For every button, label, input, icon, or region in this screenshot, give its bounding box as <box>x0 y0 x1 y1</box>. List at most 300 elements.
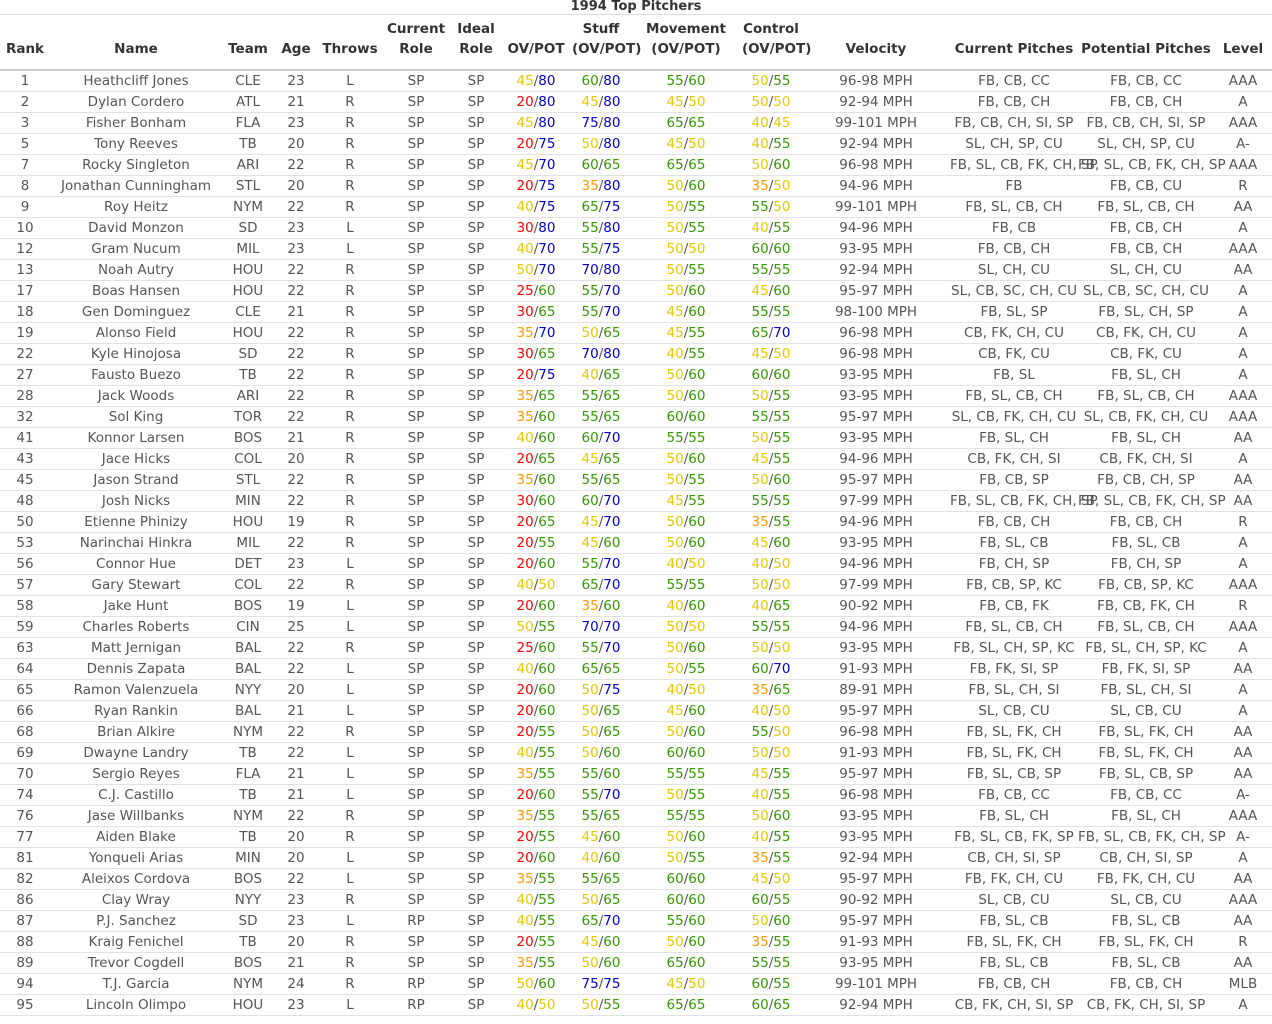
potential-pitches-cell: FB, SL, CB, FK, CH, SP <box>1078 827 1214 848</box>
throws-cell: L <box>318 701 382 722</box>
age-cell: 21 <box>274 92 318 113</box>
stuff-cell: 45/70 <box>570 512 632 533</box>
control-pot: 65 <box>773 682 791 698</box>
current-pitches-cell: SL, CB, FK, CH, CU <box>950 407 1078 428</box>
movement-cell: 55/55 <box>632 428 740 449</box>
header-rank[interactable]: Rank <box>0 15 50 71</box>
stuff-cell: 50/65 <box>570 722 632 743</box>
table-row[interactable] <box>0 638 1272 659</box>
control-pot: 55 <box>773 262 791 278</box>
name-cell: Gen Dominguez <box>50 302 222 323</box>
stuff-ov: 55 <box>581 220 599 236</box>
current-pitches-cell: FB, SL, CH, SP, KC <box>950 638 1078 659</box>
stuff-pot: 60 <box>603 745 621 761</box>
movement-cell: 60/60 <box>632 869 740 890</box>
movement-pot: 50 <box>688 556 706 572</box>
level-cell: A <box>1214 554 1272 575</box>
header-ov-pot[interactable]: OV/POT <box>502 15 570 71</box>
current-pitches-cell: FB, SL, CB <box>950 911 1078 932</box>
control-pot: 50 <box>773 724 791 740</box>
control-ov: 55 <box>751 262 769 278</box>
header-level[interactable]: Level <box>1214 15 1272 71</box>
potential-pitches-cell: CB, FK, CH, SI, SP <box>1078 995 1214 1016</box>
rank-cell: 77 <box>0 827 50 848</box>
ov-pot-cell: 20/55 <box>502 827 570 848</box>
throws-cell: L <box>318 785 382 806</box>
throws-cell: L <box>318 659 382 680</box>
current-role-cell: SP <box>382 197 450 218</box>
throws-cell: R <box>318 533 382 554</box>
ov-pot-ov: 20 <box>516 724 534 740</box>
movement-ov: 65 <box>666 997 684 1013</box>
control-cell: 40/55 <box>740 134 802 155</box>
ov-pot-pot: 55 <box>538 724 556 740</box>
ov-pot-ov: 35 <box>516 766 534 782</box>
age-cell: 22 <box>274 491 318 512</box>
level-cell: A <box>1214 995 1272 1016</box>
current-pitches-cell: FB, CB, CC <box>950 785 1078 806</box>
table-row[interactable] <box>0 701 1272 722</box>
ideal-role-cell: SP <box>450 260 502 281</box>
age-cell: 22 <box>274 323 318 344</box>
table-row[interactable] <box>0 344 1272 365</box>
ov-pot-pot: 80 <box>538 115 556 131</box>
table-row[interactable] <box>0 617 1272 638</box>
stuff-ov: 55 <box>581 556 599 572</box>
control-pot: 55 <box>773 619 791 635</box>
ideal-role-cell: SP <box>450 176 502 197</box>
level-cell: AAA <box>1214 386 1272 407</box>
level-cell: AA <box>1214 659 1272 680</box>
velocity-cell: 92-94 MPH <box>802 92 950 113</box>
age-cell: 22 <box>274 743 318 764</box>
table-row[interactable] <box>0 491 1272 512</box>
movement-pot: 50 <box>688 682 706 698</box>
table-row[interactable] <box>0 722 1272 743</box>
control-cell: 55/50 <box>740 722 802 743</box>
potential-pitches-cell: FB, CB, SP, KC <box>1078 575 1214 596</box>
velocity-cell: 96-98 MPH <box>802 344 950 365</box>
stuff-pot: 60 <box>603 829 621 845</box>
control-cell: 55/55 <box>740 302 802 323</box>
throws-cell: R <box>318 155 382 176</box>
table-row[interactable] <box>0 680 1272 701</box>
name-cell: Narinchai Hinkra <box>50 533 222 554</box>
table-row[interactable] <box>0 92 1272 113</box>
ov-pot-ov: 45 <box>516 157 534 173</box>
control-cell: 50/60 <box>740 470 802 491</box>
table-row[interactable] <box>0 848 1272 869</box>
table-row[interactable] <box>0 890 1272 911</box>
table-row[interactable] <box>0 386 1272 407</box>
control-pot: 55 <box>773 976 791 992</box>
team-cell: BOS <box>222 953 274 974</box>
potential-pitches-cell: CB, FK, CH, SI <box>1078 449 1214 470</box>
current-pitches-cell: FB, CB, CC <box>950 70 1078 92</box>
movement-ov: 45 <box>666 325 684 341</box>
ov-pot-cell: 40/60 <box>502 659 570 680</box>
level-cell: AAA <box>1214 155 1272 176</box>
ov-pot-pot: 70 <box>538 241 556 257</box>
ov-pot-cell: 30/65 <box>502 344 570 365</box>
table-row[interactable] <box>0 764 1272 785</box>
team-cell: HOU <box>222 512 274 533</box>
current-pitches-cell: FB, SL, CB, FK, SP <box>950 827 1078 848</box>
stuff-pot: 60 <box>603 850 621 866</box>
team-cell: NYY <box>222 680 274 701</box>
movement-pot: 60 <box>688 703 706 719</box>
throws-cell: R <box>318 386 382 407</box>
table-row[interactable] <box>0 134 1272 155</box>
table-row[interactable] <box>0 743 1272 764</box>
ov-pot-pot: 70 <box>538 157 556 173</box>
table-row[interactable] <box>0 365 1272 386</box>
movement-ov: 45 <box>666 136 684 152</box>
name-cell: Gram Nucum <box>50 239 222 260</box>
current-role-cell: SP <box>382 155 450 176</box>
control-cell: 50/60 <box>740 806 802 827</box>
stuff-ov: 50 <box>581 325 599 341</box>
control-ov: 60 <box>751 367 769 383</box>
movement-ov: 50 <box>666 829 684 845</box>
level-cell: AAA <box>1214 407 1272 428</box>
control-pot: 55 <box>773 388 791 404</box>
level-cell: A <box>1214 344 1272 365</box>
potential-pitches-cell: FB, SL, CB, CH <box>1078 197 1214 218</box>
current-pitches-cell: FB, SL <box>950 365 1078 386</box>
table-row[interactable] <box>0 176 1272 197</box>
table-row[interactable] <box>0 533 1272 554</box>
throws-cell: L <box>318 554 382 575</box>
movement-ov: 50 <box>666 199 684 215</box>
table-row[interactable] <box>0 554 1272 575</box>
ov-pot-ov: 20 <box>516 829 534 845</box>
name-cell: Sergio Reyes <box>50 764 222 785</box>
rank-cell: 94 <box>0 974 50 995</box>
rank-cell: 56 <box>0 554 50 575</box>
throws-cell: L <box>318 764 382 785</box>
stuff-pot: 70 <box>603 493 621 509</box>
control-cell: 50/50 <box>740 743 802 764</box>
current-role-cell: SP <box>382 386 450 407</box>
stuff-ov: 50 <box>581 703 599 719</box>
stuff-cell: 45/60 <box>570 932 632 953</box>
movement-ov: 40 <box>666 598 684 614</box>
ov-pot-pot: 75 <box>538 199 556 215</box>
age-cell: 23 <box>274 218 318 239</box>
stuff-pot: 75 <box>603 976 621 992</box>
movement-ov: 40 <box>666 556 684 572</box>
ov-pot-pot: 55 <box>538 535 556 551</box>
control-cell: 40/55 <box>740 827 802 848</box>
current-pitches-cell: FB, CB, CH <box>950 974 1078 995</box>
table-row[interactable] <box>0 911 1272 932</box>
age-cell: 23 <box>274 554 318 575</box>
header-team[interactable]: Team <box>222 15 274 71</box>
age-cell: 23 <box>274 70 318 92</box>
level-cell: A <box>1214 533 1272 554</box>
table-row[interactable] <box>0 281 1272 302</box>
table-row[interactable] <box>0 218 1272 239</box>
movement-ov: 50 <box>666 514 684 530</box>
movement-cell: 50/60 <box>632 386 740 407</box>
table-row[interactable] <box>0 113 1272 134</box>
stuff-ov: 60 <box>581 73 599 89</box>
name-cell: Jake Hunt <box>50 596 222 617</box>
potential-pitches-cell: FB, FK, CH, CU <box>1078 869 1214 890</box>
movement-ov: 40 <box>666 346 684 362</box>
name-cell: Rocky Singleton <box>50 155 222 176</box>
header-row <box>0 15 1272 71</box>
name-cell: Dennis Zapata <box>50 659 222 680</box>
table-row[interactable] <box>0 155 1272 176</box>
level-cell: AAA <box>1214 239 1272 260</box>
table-row[interactable] <box>0 659 1272 680</box>
header-movement[interactable]: Movement (OV/POT) <box>632 15 740 71</box>
stuff-pot: 80 <box>603 220 621 236</box>
ov-pot-ov: 40 <box>516 661 534 677</box>
stuff-ov: 45 <box>581 829 599 845</box>
control-pot: 55 <box>773 955 791 971</box>
movement-pot: 60 <box>688 913 706 929</box>
team-cell: HOU <box>222 995 274 1016</box>
current-pitches-cell: FB, CH, SP <box>950 554 1078 575</box>
velocity-cell: 96-98 MPH <box>802 155 950 176</box>
ideal-role-cell: SP <box>450 848 502 869</box>
stuff-pot: 65 <box>603 367 621 383</box>
age-cell: 21 <box>274 953 318 974</box>
control-cell: 50/50 <box>740 575 802 596</box>
ov-pot-pot: 55 <box>538 955 556 971</box>
name-cell: Connor Hue <box>50 554 222 575</box>
rank-cell: 82 <box>0 869 50 890</box>
control-ov: 55 <box>751 304 769 320</box>
table-row[interactable] <box>0 974 1272 995</box>
movement-cell: 50/60 <box>632 365 740 386</box>
movement-pot: 55 <box>688 766 706 782</box>
current-pitches-cell: FB, CB <box>950 218 1078 239</box>
level-cell: A <box>1214 323 1272 344</box>
team-cell: MIN <box>222 491 274 512</box>
team-cell: COL <box>222 575 274 596</box>
stuff-cell: 65/70 <box>570 575 632 596</box>
velocity-cell: 93-95 MPH <box>802 365 950 386</box>
ideal-role-cell: SP <box>450 596 502 617</box>
ideal-role-cell: SP <box>450 92 502 113</box>
control-ov: 40 <box>751 220 769 236</box>
ov-pot-cell: 25/60 <box>502 281 570 302</box>
table-row[interactable] <box>0 806 1272 827</box>
stuff-pot: 65 <box>603 724 621 740</box>
header-name[interactable]: Name <box>50 15 222 71</box>
movement-cell: 60/60 <box>632 407 740 428</box>
team-cell: NYM <box>222 806 274 827</box>
ideal-role-cell: SP <box>450 974 502 995</box>
potential-pitches-cell: CB, CH, SI, SP <box>1078 848 1214 869</box>
level-cell: A <box>1214 218 1272 239</box>
table-row[interactable] <box>0 995 1272 1016</box>
ideal-role-cell: SP <box>450 491 502 512</box>
table-row[interactable] <box>0 596 1272 617</box>
stuff-pot: 60 <box>603 598 621 614</box>
throws-cell: L <box>318 70 382 92</box>
level-cell: AAA <box>1214 575 1272 596</box>
current-pitches-cell: FB, SL, FK, CH <box>950 722 1078 743</box>
ov-pot-cell: 20/65 <box>502 449 570 470</box>
ov-pot-ov: 20 <box>516 178 534 194</box>
ideal-role-cell: SP <box>450 197 502 218</box>
table-row[interactable] <box>0 260 1272 281</box>
table-row[interactable] <box>0 428 1272 449</box>
ov-pot-ov: 25 <box>516 640 534 656</box>
age-cell: 24 <box>274 974 318 995</box>
movement-cell: 55/55 <box>632 764 740 785</box>
movement-cell: 50/60 <box>632 827 740 848</box>
control-ov: 60 <box>751 661 769 677</box>
ov-pot-cell: 20/60 <box>502 785 570 806</box>
rank-cell: 74 <box>0 785 50 806</box>
movement-cell: 50/55 <box>632 260 740 281</box>
stuff-pot: 80 <box>603 346 621 362</box>
ideal-role-cell: SP <box>450 953 502 974</box>
current-pitches-cell: SL, CB, CU <box>950 890 1078 911</box>
movement-pot: 60 <box>688 598 706 614</box>
rank-cell: 12 <box>0 239 50 260</box>
movement-pot: 60 <box>688 724 706 740</box>
header-age[interactable]: Age <box>274 15 318 71</box>
potential-pitches-cell: FB, SL, CH, SP, KC <box>1078 638 1214 659</box>
movement-ov: 50 <box>666 367 684 383</box>
table-row[interactable] <box>0 869 1272 890</box>
control-pot: 50 <box>773 871 791 887</box>
level-cell: AA <box>1214 197 1272 218</box>
rank-cell: 58 <box>0 596 50 617</box>
control-pot: 50 <box>773 703 791 719</box>
current-role-cell: SP <box>382 743 450 764</box>
control-cell: 45/50 <box>740 344 802 365</box>
header-throws[interactable]: Throws <box>318 15 382 71</box>
movement-pot: 60 <box>688 283 706 299</box>
header-current-pitches[interactable]: Current Pitches <box>950 15 1078 71</box>
potential-pitches-cell: FB, CH, SP <box>1078 554 1214 575</box>
ov-pot-pot: 55 <box>538 934 556 950</box>
age-cell: 22 <box>274 806 318 827</box>
control-cell: 35/55 <box>740 512 802 533</box>
potential-pitches-cell: FB, SL, CB, FK, CH, SP <box>1078 155 1214 176</box>
table-row[interactable] <box>0 70 1272 92</box>
ideal-role-cell: SP <box>450 407 502 428</box>
team-cell: TB <box>222 365 274 386</box>
rank-cell: 2 <box>0 92 50 113</box>
control-ov: 45 <box>751 766 769 782</box>
ov-pot-ov: 20 <box>516 850 534 866</box>
stuff-ov: 60 <box>581 493 599 509</box>
table-row[interactable] <box>0 512 1272 533</box>
table-row[interactable] <box>0 827 1272 848</box>
control-pot: 55 <box>773 136 791 152</box>
stuff-cell: 50/65 <box>570 323 632 344</box>
table-row[interactable] <box>0 239 1272 260</box>
name-cell: Dylan Cordero <box>50 92 222 113</box>
team-cell: SD <box>222 218 274 239</box>
control-cell: 50/60 <box>740 155 802 176</box>
stuff-ov: 55 <box>581 388 599 404</box>
control-cell: 65/70 <box>740 323 802 344</box>
header-stuff[interactable]: Stuff (OV/POT) <box>570 15 632 71</box>
header-velocity[interactable]: Velocity <box>802 15 950 71</box>
movement-ov: 50 <box>666 619 684 635</box>
header-current-role[interactable]: Current Role <box>382 15 450 71</box>
rank-cell: 50 <box>0 512 50 533</box>
table-row[interactable] <box>0 953 1272 974</box>
potential-pitches-cell: FB, CB, CH <box>1078 512 1214 533</box>
ov-pot-cell: 35/65 <box>502 386 570 407</box>
table-row[interactable] <box>0 575 1272 596</box>
ov-pot-cell: 20/75 <box>502 176 570 197</box>
ov-pot-ov: 35 <box>516 388 534 404</box>
stuff-cell: 40/60 <box>570 848 632 869</box>
movement-cell: 40/50 <box>632 680 740 701</box>
team-cell: BAL <box>222 701 274 722</box>
movement-pot: 60 <box>688 892 706 908</box>
stuff-cell: 55/70 <box>570 638 632 659</box>
potential-pitches-cell: SL, CH, CU <box>1078 260 1214 281</box>
movement-pot: 60 <box>688 451 706 467</box>
stuff-cell: 55/75 <box>570 239 632 260</box>
table-row[interactable] <box>0 197 1272 218</box>
stuff-pot: 70 <box>603 304 621 320</box>
team-cell: HOU <box>222 260 274 281</box>
stuff-ov: 35 <box>581 598 599 614</box>
stuff-cell: 40/65 <box>570 365 632 386</box>
throws-cell: R <box>318 323 382 344</box>
table-row[interactable] <box>0 302 1272 323</box>
velocity-cell: 94-96 MPH <box>802 449 950 470</box>
team-cell: TB <box>222 785 274 806</box>
header-ideal-role[interactable]: Ideal Role <box>450 15 502 71</box>
name-cell: Kraig Fenichel <box>50 932 222 953</box>
movement-pot: 50 <box>688 241 706 257</box>
table-row[interactable] <box>0 323 1272 344</box>
control-ov: 55 <box>751 409 769 425</box>
table-row[interactable] <box>0 470 1272 491</box>
header-control[interactable]: Control (OV/POT) <box>740 15 802 71</box>
table-row[interactable] <box>0 449 1272 470</box>
velocity-cell: 95-97 MPH <box>802 764 950 785</box>
name-cell: Jase Willbanks <box>50 806 222 827</box>
velocity-cell: 96-98 MPH <box>802 70 950 92</box>
table-row[interactable] <box>0 785 1272 806</box>
table-row[interactable] <box>0 932 1272 953</box>
level-cell: R <box>1214 932 1272 953</box>
current-pitches-cell: FB, SL, CB <box>950 953 1078 974</box>
team-cell: BOS <box>222 428 274 449</box>
potential-pitches-cell: FB, SL, CH <box>1078 806 1214 827</box>
potential-pitches-cell: FB, CB, CC <box>1078 70 1214 92</box>
movement-pot: 50 <box>688 136 706 152</box>
header-potential-pitches[interactable]: Potential Pitches <box>1078 15 1214 71</box>
movement-pot: 55 <box>688 220 706 236</box>
ideal-role-cell: SP <box>450 512 502 533</box>
ideal-role-cell: SP <box>450 365 502 386</box>
table-row[interactable] <box>0 407 1272 428</box>
potential-pitches-cell: FB, SL, CH <box>1078 428 1214 449</box>
name-cell: Brian Alkire <box>50 722 222 743</box>
control-pot: 50 <box>773 640 791 656</box>
velocity-cell: 94-96 MPH <box>802 554 950 575</box>
movement-pot: 50 <box>688 976 706 992</box>
stuff-ov: 55 <box>581 766 599 782</box>
